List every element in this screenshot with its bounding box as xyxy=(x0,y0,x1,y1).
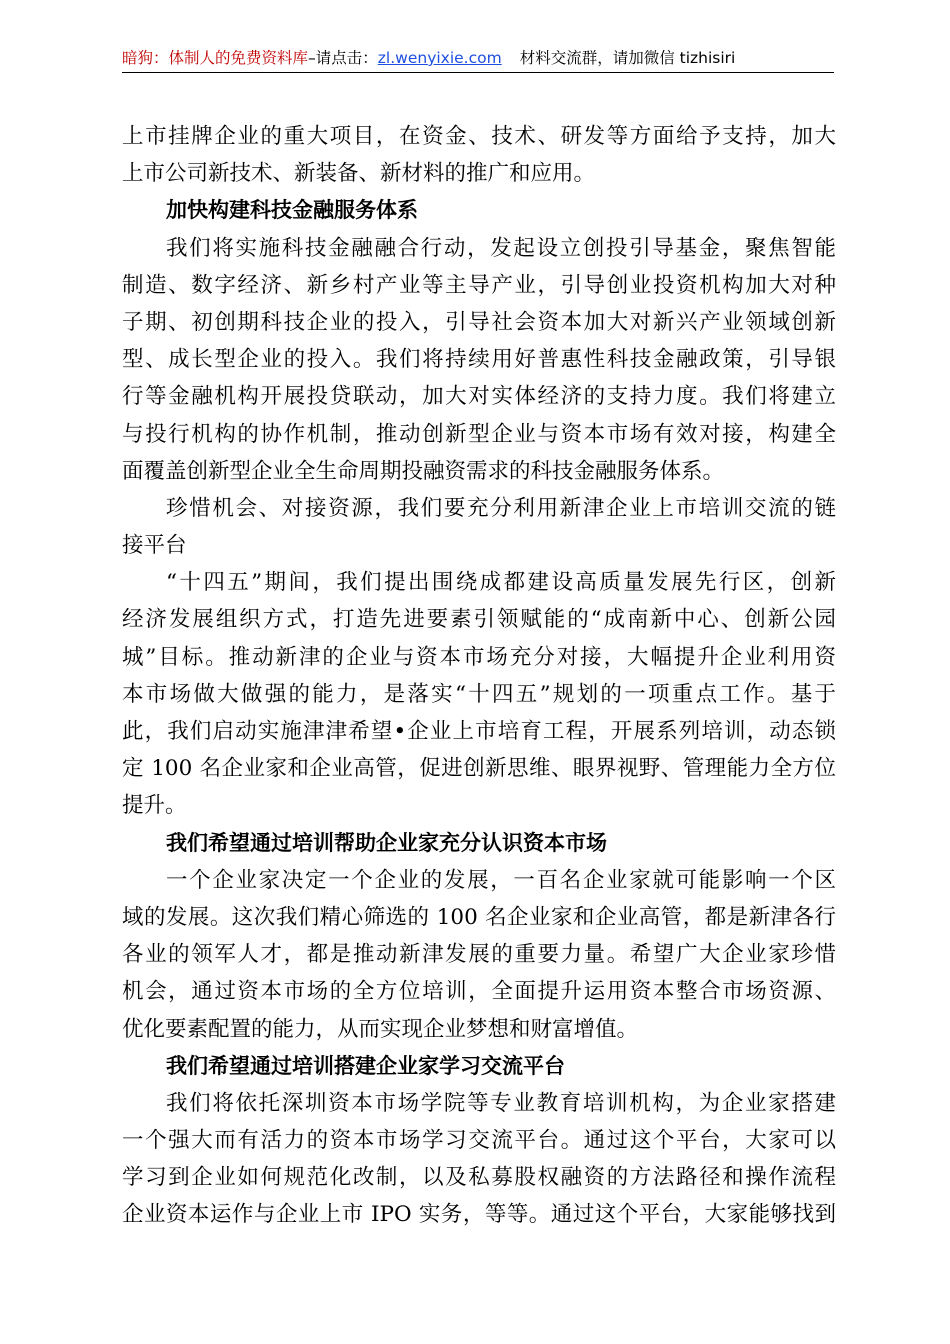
document-body xyxy=(122,118,836,1234)
paragraph-line: 学习到企业如何规范化改制，以及私募股权融资的方法路径和操作流程 xyxy=(122,1165,836,1191)
paragraph-line: 珍惜机会、对接资源，我们要充分利用新津企业上市培训交流的链 xyxy=(166,495,836,521)
paragraph-line: 行等金融机构开展投贷联动，加大对实体经济的支持力度。我们将建立 xyxy=(122,384,836,410)
paragraph-line: 面覆盖创新型企业全生命周期投融资需求的科技金融服务体系。 xyxy=(122,458,725,484)
paragraph-line: 优化要素配置的能力，从而实现企业梦想和财富增值。 xyxy=(122,1016,639,1042)
paragraph-line: 上市公司新技术、新装备、新材料的推广和应用。 xyxy=(122,161,596,187)
header-link[interactable]: zl.wenyixie.com xyxy=(377,49,502,67)
paragraph-line: 我们将依托深圳资本市场学院等专业教育培训机构，为企业家搭建 xyxy=(166,1090,836,1116)
paragraph-line: 企业资本运作与企业上市 IPO 实务，等等。通过这个平台，大家能够找到 xyxy=(122,1202,836,1228)
paragraph-line: 城”目标。推动新津的企业与资本市场充分对接，大幅提升企业利用资 xyxy=(122,644,836,670)
paragraph-line: 经济发展组织方式，打造先进要素引领赋能的“成南新中心、创新公园 xyxy=(122,607,836,633)
paragraph-line: 与投行机构的协作机制，推动创新型企业与资本市场有效对接，构建全 xyxy=(122,421,836,447)
section-heading: 我们希望通过培训帮助企业家充分认识资本市场 xyxy=(166,830,607,855)
paragraph-line: 提升。 xyxy=(122,793,187,819)
paragraph-line: 本市场做大做强的能力，是落实“十四五”规划的一项重点工作。基于 xyxy=(122,681,836,707)
paragraph-line: 制造、数字经济、新乡村产业等主导产业，引导创业投资机构加大对种 xyxy=(122,272,836,298)
paragraph-line: 定 100 名企业家和企业高管，促进创新思维、眼界视野、管理能力全方位 xyxy=(122,756,836,782)
paragraph-line: 域的发展。这次我们精心筛选的 100 名企业家和企业高管，都是新津各行 xyxy=(122,904,836,930)
paragraph-line: 此，我们启动实施津津希望•企业上市培育工程，开展系列培训，动态锁 xyxy=(122,719,836,744)
section-heading: 加快构建科技金融服务体系 xyxy=(166,198,418,223)
section-heading: 我们希望通过培训搭建企业家学习交流平台 xyxy=(166,1053,565,1078)
paragraph-line: 我们将实施科技金融融合行动，发起设立创投引导基金，聚焦智能 xyxy=(166,235,836,261)
paragraph-line: 机会，通过资本市场的全方位培训，全面提升运用资本整合市场资源、 xyxy=(122,979,836,1005)
paragraph-line: 接平台 xyxy=(122,533,187,559)
paragraph-line: 各业的领军人才，都是推动新津发展的重要力量。希望广大企业家珍惜 xyxy=(122,942,836,968)
paragraph-line: 子期、初创期科技企业的投入，引导社会资本加大对新兴产业领域创新 xyxy=(122,309,836,335)
paragraph-line: “十四五”期间，我们提出围绕成都建设高质量发展先行区，创新 xyxy=(166,570,836,596)
paragraph-line: 型、成长型企业的投入。我们将持续用好普惠性科技金融政策，引导银 xyxy=(122,347,836,373)
header-prompt: –请点击： xyxy=(308,49,378,67)
paragraph-line: 上市挂牌企业的重大项目，在资金、技术、研发等方面给予支持，加大 xyxy=(122,124,836,149)
page-header xyxy=(122,44,834,73)
paragraph-line: 一个强大而有活力的资本市场学习交流平台。通过这个平台，大家可以 xyxy=(122,1128,836,1154)
header-brand: 暗狗：体制人的免费资料库 xyxy=(122,49,309,67)
header-wechat-group: 材料交流群，请加微信 tizhisiri xyxy=(519,49,736,67)
paragraph-line: 一个企业家决定一个企业的发展，一百名企业家就可能影响一个区 xyxy=(166,867,836,893)
